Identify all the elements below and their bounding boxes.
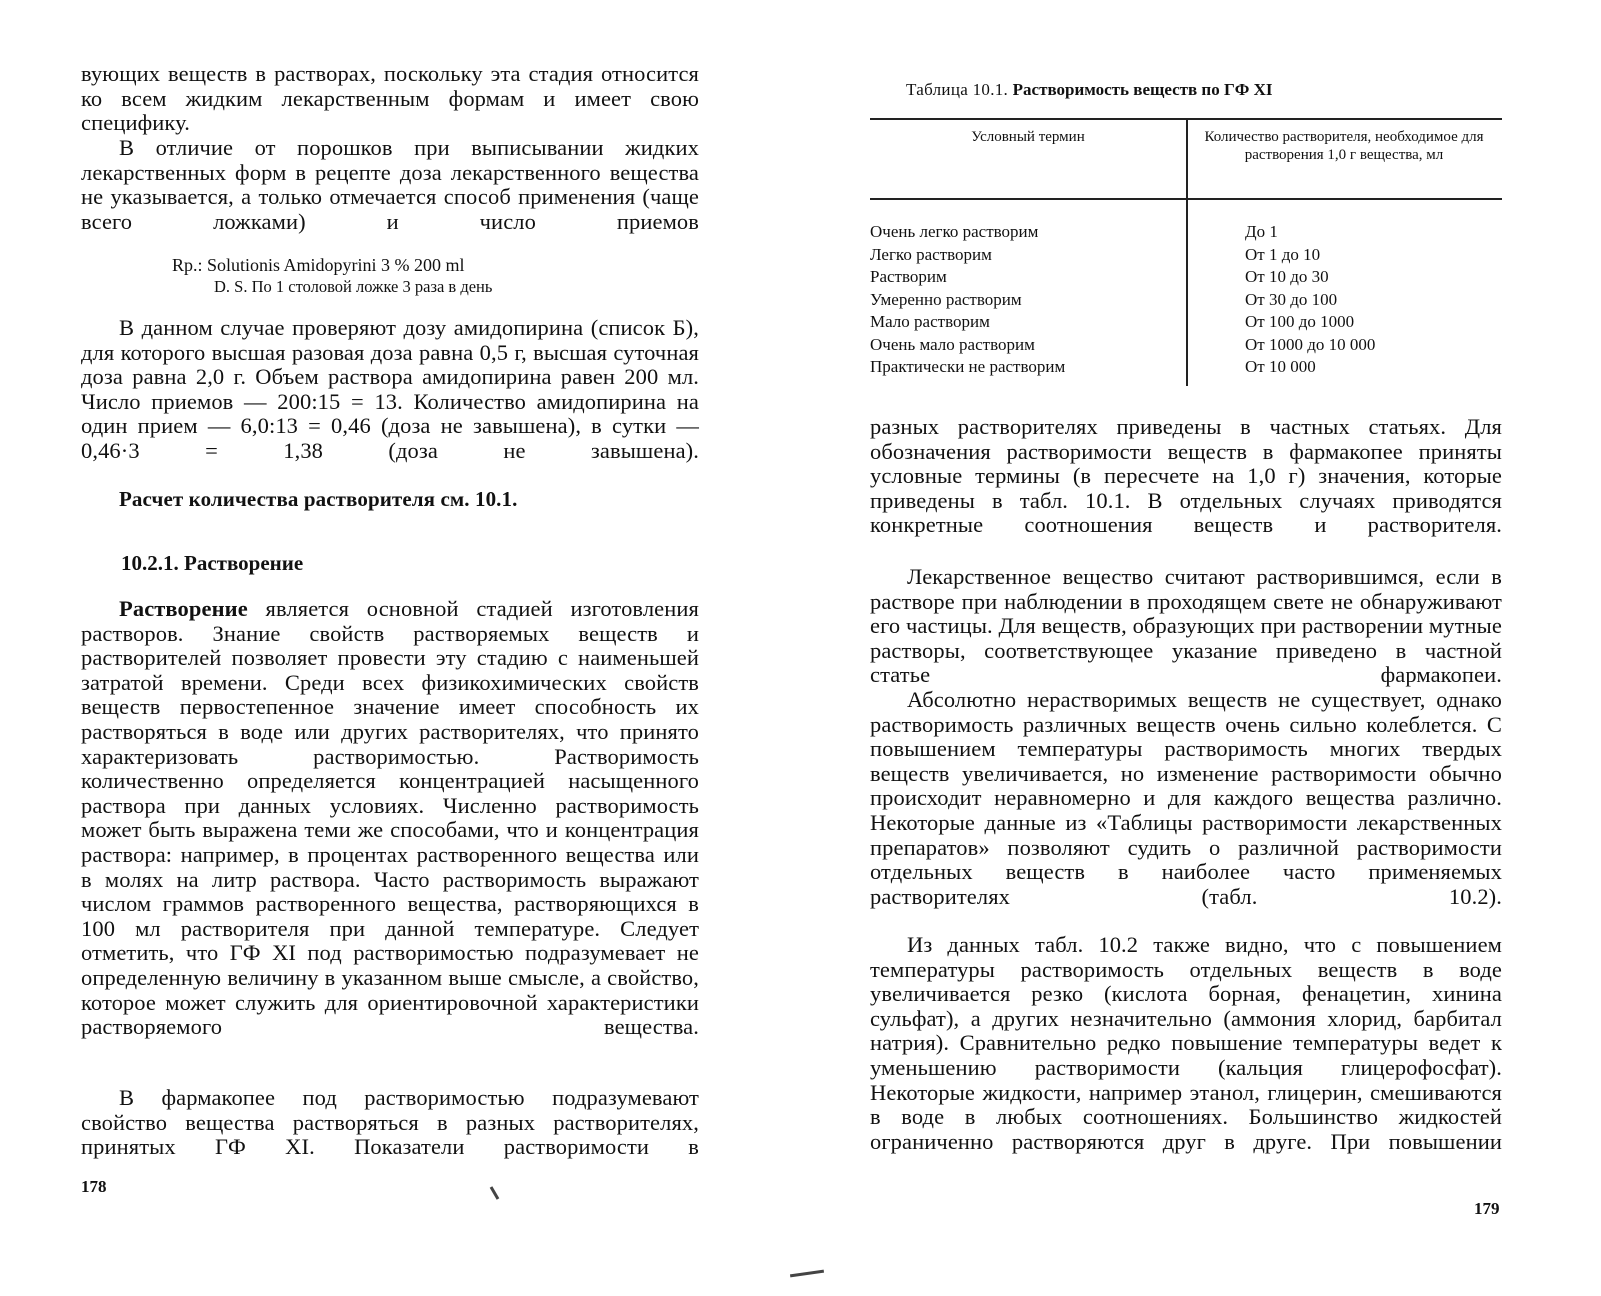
- left-page: [0, 0, 800, 1296]
- left-paragraph-5-text: является основной стадией изготовления растворов. Знание свойств растворяемых веществ и растворителей позволяет провести эту стадию с наименьшей затратой времени. Среди всех физикохимических свойств веществ первостепенное значение имеет способность их растворяться в воде или других растворителях, что принято характеризовать растворимостью. Растворимость количественно определяется концентрацией насыщенного раствора при данных условиях. Численно растворимость может быть выражена теми же способами, что и концентрация раствора: например, в процентах растворенного вещества или в молях на литр раствора. Часто растворимость выражают числом граммов растворенного вещества, растворяющихся в 100 мл растворителя при данной температуре. Следует отметить, что ГФ XI под растворимостью подразумевает не определенную величину в указанном выше смысле, а свойство, которое может служить для ориентировочной характеристики растворяемого вещества.: [81, 596, 699, 1040]
- table-cell: От 100 до 1000: [1245, 312, 1355, 331]
- prescription-line-2: D. S. По 1 столовой ложке 3 раза в день: [214, 277, 493, 296]
- table-caption-title: Растворимость веществ по ГФ XI: [1012, 80, 1273, 99]
- table-cell: Мало растворим: [870, 312, 990, 331]
- table-cell: От 10 000: [1245, 357, 1316, 376]
- left-paragraph-1: вующих веществ в растворах, поскольку эта стадия относится ко всем жидким лекарственным формам и имеет свою специфику.: [81, 61, 699, 136]
- table-column-amounts: [1245, 221, 1375, 379]
- table-cell: Практически не растворим: [870, 357, 1066, 376]
- left-paragraph-5: [81, 597, 699, 1040]
- table-cell: Очень мало растворим: [870, 334, 1035, 354]
- table-header-term: Условный термин: [971, 129, 1085, 145]
- table-cell: От 1 до 10: [1245, 244, 1321, 264]
- right-paragraph-2: Лекарственное вещество считают растворившимся, если в растворе при наблюдении в проходящем свете не обнаруживают его частицы. Для веществ, образующих при растворении мутные растворы, соответствующее указание приведено в частной статье фармакопеи.: [870, 564, 1502, 688]
- left-paragraph-4-bold: Расчет количества растворителя см. 10.1.: [119, 487, 518, 511]
- table-header-amount: Количество растворителя, необходимое для растворения 1,0 г вещества, мл: [1204, 129, 1484, 163]
- table-cell: Очень легко растворим: [870, 222, 1039, 241]
- section-heading: 10.2.1. Растворение: [121, 551, 304, 575]
- right-paragraph-1: разных растворителях приведены в частных статьях. Для обозначения растворимости веществ в фармакопее приняты условные термины (в пересчете на 1,0 г) значения, которые приведены в табл. 10.1. В отдельных случаях приводятся конкретные соотношения веществ и растворителя.: [870, 414, 1502, 538]
- table-cell: Растворим: [870, 267, 947, 286]
- left-paragraph-3: В данном случае проверяют дозу амидопирина (список Б), для которого высшая разовая доза равна 0,5 г, высшая суточная доза равна 2,0 г. Объем раствора амидопирина равен 200 мл. Число приемов — 200:15 = 13. Количество амидопирина на один прием — 6,0:13 = 0,46 (доза не завышена), в сутки — 0,46·3 = 1,38 (доза не завышена).: [81, 315, 699, 463]
- table-column-terms: [870, 221, 1065, 379]
- page-number-left: 178: [81, 1177, 107, 1196]
- table-cell: От 30 до 100: [1245, 289, 1338, 309]
- table-cell: От 1000 до 10 000: [1245, 334, 1376, 354]
- table-cell: До 1: [1245, 222, 1278, 241]
- right-paragraph-4: Из данных табл. 10.2 также видно, что с повышением температуры растворимость отдельных веществ в воде увеличивается резко (кислота борная, фенацетин, хинина сульфат), а других незначительно (аммония хлорид, барбитал натрия). Сравнительно редко повышение температуры ведет к уменьшению растворимости (кальция глицерофосфат). Некоторые жидкости, например этанол, глицерин, смешиваются в воде в любых соотношениях. Большинство жидкостей ограниченно растворяются друг в друге. При повышении: [870, 932, 1502, 1154]
- table-cell: Умеренно растворим: [870, 289, 1022, 309]
- solubility-table: [870, 118, 1502, 386]
- page-number-right: 179: [1474, 1199, 1500, 1218]
- term-bold: Растворение: [119, 596, 248, 621]
- left-paragraph-2: В отличие от порошков при выписывании жидких лекарственных форм в рецепте доза лекарственного вещества не указывается, а только отмечается способ применения (чаще всего ложками) и число приемов: [81, 135, 699, 234]
- table-cell: От 10 до 30: [1245, 267, 1329, 286]
- right-paragraph-3: Абсолютно нерастворимых веществ не существует, однако растворимость различных веществ очень сильно колеблется. С повышением температуры растворимость многих твердых веществ увеличивается, но изменение растворимости обычно происходит неравномерно и для каждого вещества различно. Некоторые данные из «Таблицы растворимости лекарственных препаратов» позволяют судить о различной растворимости отдельных веществ в наиболее часто применяемых растворителях (табл. 10.2).: [870, 687, 1502, 909]
- prescription-line-1: Rp.: Solutionis Amidopyrini 3 % 200 ml: [172, 255, 465, 275]
- table-caption-prefix: Таблица 10.1.: [906, 80, 1009, 99]
- table-caption: [906, 80, 1273, 100]
- table-cell: Легко растворим: [870, 244, 992, 264]
- left-paragraph-6: В фармакопее под растворимостью подразумевают свойство вещества растворяться в разных растворителях, принятых ГФ XI. Показатели растворимости в: [81, 1085, 699, 1160]
